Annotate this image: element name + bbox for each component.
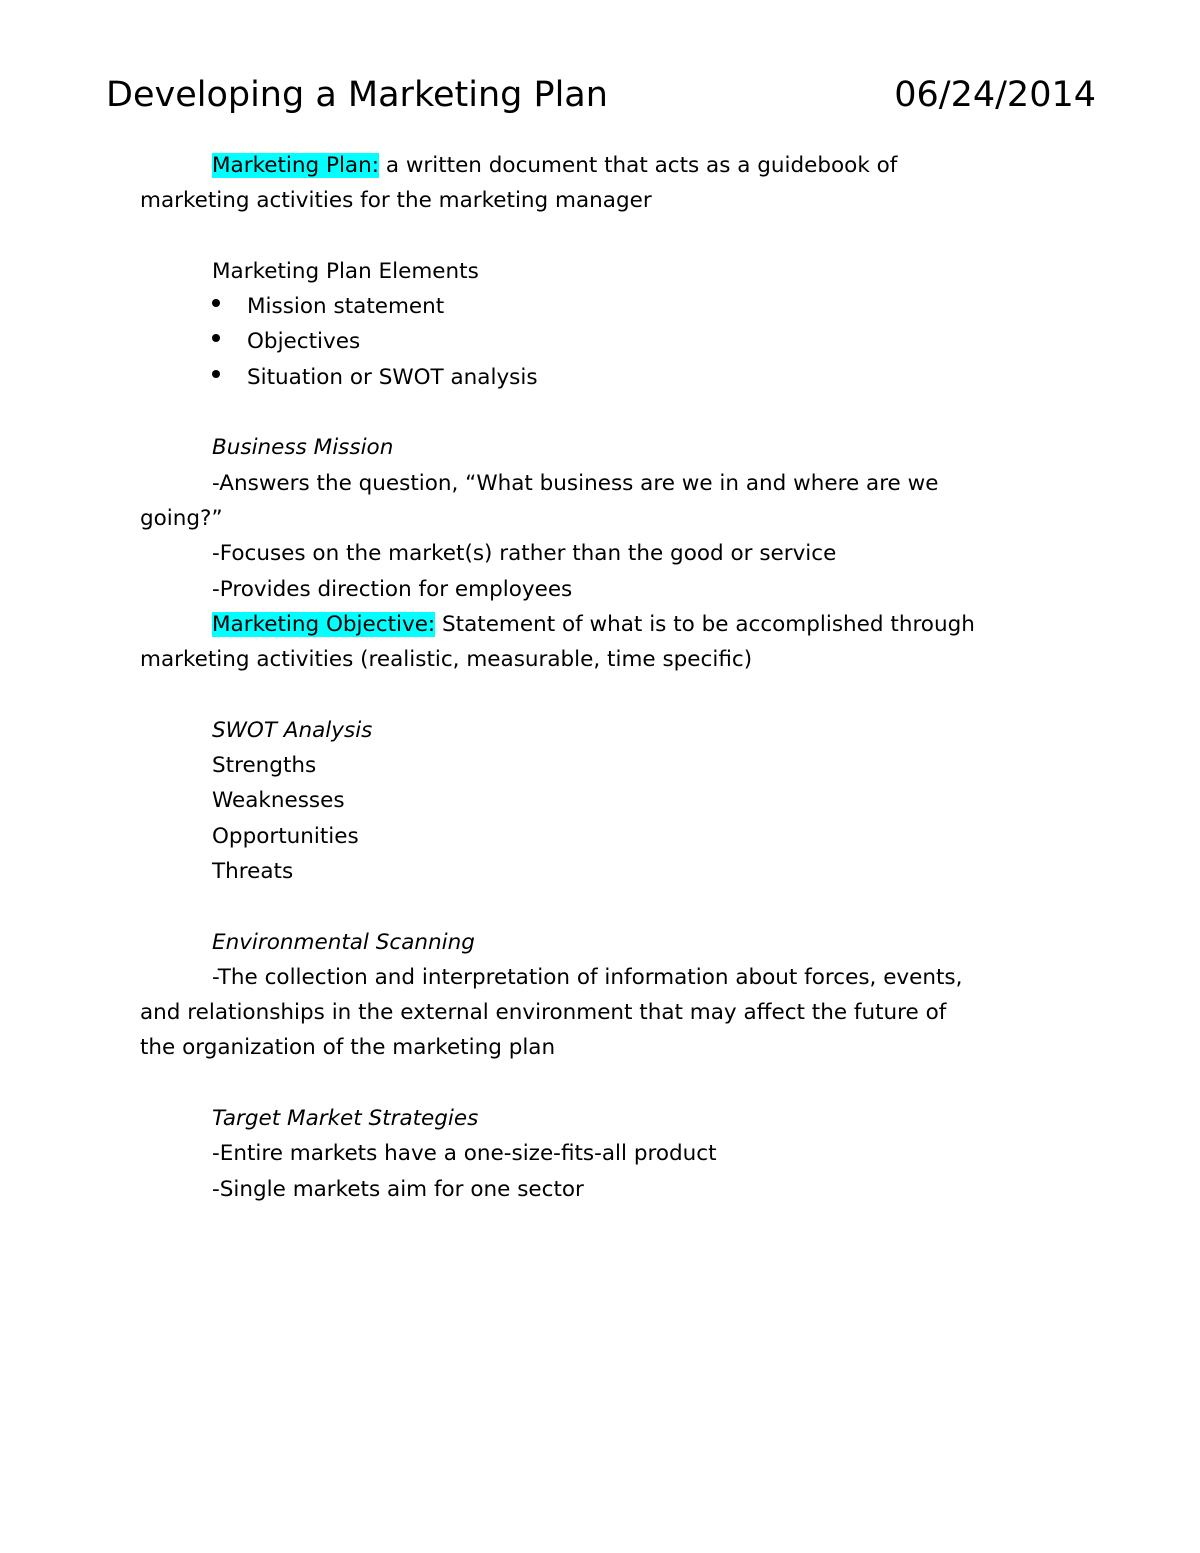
swot-item: Threats xyxy=(212,858,294,884)
list-item xyxy=(140,360,1060,395)
elements-heading: Marketing Plan Elements xyxy=(212,258,479,284)
elements-list xyxy=(140,289,1060,395)
note-text: -Entire markets have a one-size-fits-all product xyxy=(212,1141,717,1167)
definition-text: a written document that acts as a guidebook of xyxy=(378,153,898,178)
note-text: -Provides direction for employees xyxy=(212,576,573,602)
note-line xyxy=(140,607,1060,642)
bullet-icon xyxy=(140,1066,212,1101)
bullet-icon xyxy=(140,219,212,254)
definition-text: Statement of what is to be accomplished through xyxy=(435,611,975,637)
note-text: and relationships in the external environment that may affect the future of xyxy=(140,1000,947,1026)
note-line xyxy=(140,713,1060,748)
definition-text: marketing activities (realistic, measurable, time specific) xyxy=(140,647,753,673)
environmental-scanning-heading: Environmental Scanning xyxy=(212,929,475,955)
note-line xyxy=(140,642,1060,677)
swot-item: Strengths xyxy=(212,753,317,779)
note-text: -Focuses on the market(s) rather than the good or service xyxy=(212,541,837,567)
note-line xyxy=(140,148,1060,183)
note-text: -The collection and interpretation of information about forces, events, xyxy=(212,964,963,990)
note-text: going?” xyxy=(140,505,223,531)
notes-body xyxy=(140,148,1060,1207)
term-marketing-plan: Marketing Plan: xyxy=(212,153,379,178)
list-item-text: Objectives xyxy=(247,329,361,355)
swot-heading: SWOT Analysis xyxy=(212,717,373,743)
note-line xyxy=(140,430,1060,465)
bullet-dot-icon xyxy=(212,334,220,342)
note-line xyxy=(140,183,1060,218)
note-line xyxy=(140,783,1060,818)
list-item-text: Mission statement xyxy=(247,294,445,320)
note-line xyxy=(140,819,1060,854)
note-text: -Single markets aim for one sector xyxy=(212,1176,584,1202)
note-line xyxy=(140,536,1060,571)
note-line xyxy=(140,748,1060,783)
term-marketing-objective: Marketing Objective: xyxy=(212,611,436,637)
list-item xyxy=(140,289,1060,324)
note-line-empty xyxy=(140,1066,1060,1101)
note-line xyxy=(140,1030,1060,1065)
note-line xyxy=(140,254,1060,289)
note-text: the organization of the marketing plan xyxy=(140,1035,556,1061)
list-item xyxy=(140,324,1060,359)
definition-text: marketing activities for the marketing manager xyxy=(140,188,652,214)
bullet-dot-icon xyxy=(212,370,220,378)
note-line xyxy=(140,995,1060,1030)
bullet-dot-icon xyxy=(212,299,220,307)
note-line xyxy=(140,572,1060,607)
swot-item: Opportunities xyxy=(212,823,359,849)
note-line xyxy=(140,1101,1060,1136)
bullet-icon xyxy=(140,889,212,924)
note-line-empty xyxy=(140,395,1060,430)
note-line-empty xyxy=(140,677,1060,712)
document-header xyxy=(106,70,1096,120)
list-item-text: Situation or SWOT analysis xyxy=(247,364,538,390)
note-text: -Answers the question, “What business are we in and where are we xyxy=(212,470,939,496)
note-line-empty xyxy=(140,219,1060,254)
note-line xyxy=(140,925,1060,960)
business-mission-heading: Business Mission xyxy=(212,435,394,461)
target-market-heading: Target Market Strategies xyxy=(212,1106,479,1132)
note-line xyxy=(140,501,1060,536)
swot-item: Weaknesses xyxy=(212,788,345,814)
note-line xyxy=(140,466,1060,501)
bullet-icon xyxy=(140,395,212,430)
bullet-icon xyxy=(140,677,212,712)
note-line xyxy=(140,1136,1060,1171)
note-line xyxy=(140,854,1060,889)
note-line-empty xyxy=(140,889,1060,924)
document-date: 06/24/2014 xyxy=(894,75,1096,115)
note-line xyxy=(140,1172,1060,1207)
note-line xyxy=(140,960,1060,995)
document-title: Developing a Marketing Plan xyxy=(106,75,608,115)
